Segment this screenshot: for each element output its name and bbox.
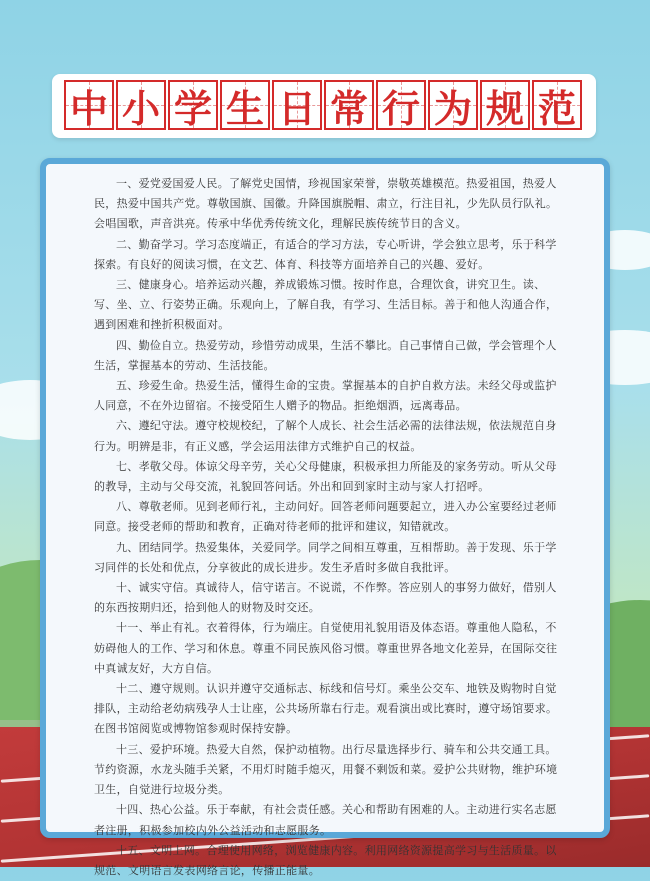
rule-item: 十一、举止有礼。衣着得体，行为端庄。自觉使用礼貌用语及体态语。尊重他人隐私，不妨碍他人的工作、学习和休息。尊重不同民族风俗习惯。尊重世界各地文化差异，在国际交往中真诚友好，大方自信。 <box>94 621 558 675</box>
rules-list <box>94 174 564 881</box>
title-char: 为 <box>428 80 478 130</box>
rule-item: 十三、爱护环境。热爱大自然，保护动植物。出行尽量选择步行、骑车和公共交通工具。节约资源，水龙头随手关紧，不用灯时随手熄灭，用餐不剩饭和菜。爱护公共财物，维护环境卫生，自觉进行垃圾分类。 <box>94 742 558 797</box>
title-banner <box>52 72 596 142</box>
title-char: 日 <box>272 80 322 130</box>
title-char: 常 <box>324 80 374 130</box>
rule-item: 二、勤奋学习。学习态度端正，有适合的学习方法，专心听讲，学会独立思考，乐于科学探索。有良好的阅读习惯，在文艺、体育、科技等方面培养自己的兴趣、爱好。 <box>94 237 557 271</box>
rule-item: 十二、遵守规则。认识并遵守交通标志、标线和信号灯。乘坐公交车、地铁及购物时自觉排队，主动给老幼病残孕人士让座，公共场所靠右行走。观看演出或比赛时，遵守场馆要求。在图书馆阅览或博物馆参观时保持安静。 <box>94 682 558 736</box>
rule-item: 六、遵纪守法。遵守校规校纪，了解个人成长、社会生活必需的法律法规，依法规范自身行为。明辨是非，有正义感，学会运用法律方式维护自己的权益。 <box>94 419 557 453</box>
title-char: 生 <box>220 80 270 130</box>
rule-item: 十四、热心公益。乐于奉献，有社会责任感。关心和帮助有困难的人。主动进行实名志愿者注册，积极参加校内外公益活动和志愿服务。 <box>94 803 557 837</box>
content-panel <box>40 158 610 877</box>
title-char: 范 <box>532 80 582 130</box>
rule-item: 十、诚实守信。真诚待人，信守诺言。不说谎，不作弊。答应别人的事努力做好，借别人的东西按期归还，拾到他人的财物及时交还。 <box>94 581 557 615</box>
title-char: 学 <box>168 80 218 130</box>
rule-item: 四、勤俭自立。热爱劳动，珍惜劳动成果，生活不攀比。自己事情自己做，学会管理个人生活，掌握基本的劳动、生活技能。 <box>94 338 557 372</box>
title-char: 小 <box>116 80 166 130</box>
page-title <box>64 80 582 130</box>
rule-item: 九、团结同学。热爱集体，关爱同学。同学之间相互尊重，互相帮助。善于发现、乐于学习同伴的长处和优点，分享彼此的成长进步。发生矛盾时多做自我批评。 <box>94 540 557 574</box>
title-char: 规 <box>480 80 530 130</box>
title-char: 行 <box>376 80 426 130</box>
rule-item: 八、尊敬老师。见到老师行礼，主动问好。回答老师问题要起立，进入办公室要经过老师同意。接受老师的帮助和教育，正确对待老师的批评和建议，知错就改。 <box>94 500 557 534</box>
title-char: 中 <box>64 80 114 130</box>
rule-item: 十五、文明上网。合理使用网络，浏览健康内容。利用网络资源提高学习与生活质量。以规范、文明语言发表网络言论，传播正能量。 <box>94 843 557 877</box>
rule-item: 三、健康身心。培养运动兴趣，养成锻炼习惯。按时作息，合理饮食，讲究卫生。读、写、坐、立、行姿势正确。乐观向上，了解自我，有学习、生活目标。善于和他人沟通合作，遇到困难和挫折积极面对。 <box>94 278 558 332</box>
rule-item: 七、孝敬父母。体谅父母辛劳，关心父母健康，积极承担力所能及的家务劳动。听从父母的教导，主动与父母交流，礼貌回答问话。外出和回到家时主动与家人打招呼。 <box>94 459 557 494</box>
rule-item: 一、爱党爱国爱人民。了解党史国情，珍视国家荣誉，崇敬英雄模范。热爱祖国，热爱人民，热爱中国共产党。尊敬国旗、国徽。升降国旗脱帽、肃立，行注目礼，少先队员行队礼。会唱国歌，声音洪亮。传承中华优秀传统文化，理解民族传统节日的含义。 <box>94 177 558 231</box>
rule-item: 五、珍爱生命。热爱生活，懂得生命的宝贵。掌握基本的自护自救方法。未经父母或监护人同意，不在外边留宿。不接受陌生人赠予的物品。拒绝烟酒，远离毒品。 <box>94 379 557 413</box>
